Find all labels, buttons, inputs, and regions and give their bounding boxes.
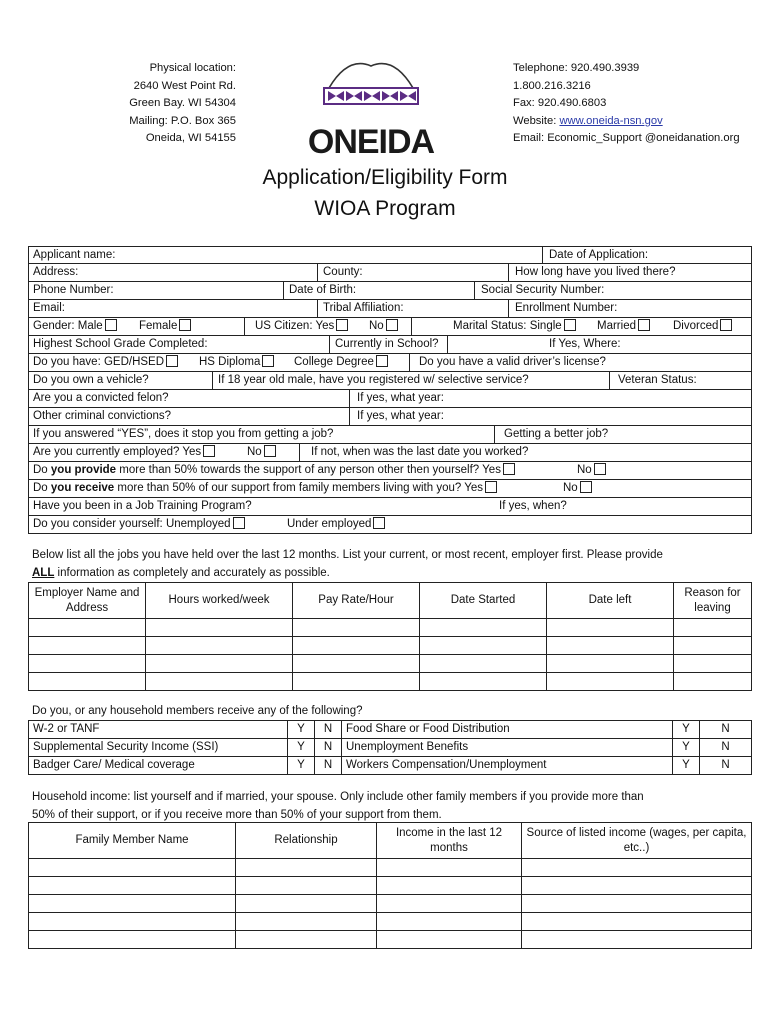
- yes-option[interactable]: Y: [673, 721, 700, 739]
- table-row: [29, 739, 752, 757]
- all-emphasis: ALL: [32, 567, 55, 579]
- logo-wordmark: ONEIDA: [307, 123, 435, 158]
- benefits-table: [28, 720, 752, 775]
- male-checkbox[interactable]: [105, 319, 117, 331]
- tribal-affiliation-field[interactable]: Tribal Affiliation:: [323, 302, 404, 314]
- no-option[interactable]: N: [315, 721, 342, 739]
- form-row: [28, 444, 752, 462]
- table-row[interactable]: [29, 931, 752, 949]
- no-option[interactable]: N: [315, 739, 342, 757]
- job-training-when-field[interactable]: If yes, when?: [499, 500, 567, 512]
- provide-question: more than 50% towards the support of any person other then yourself? Yes: [116, 464, 501, 476]
- female-label: Female: [139, 320, 178, 332]
- employed-no-checkbox[interactable]: [264, 445, 276, 457]
- no-option[interactable]: N: [700, 739, 752, 757]
- other-convictions-field[interactable]: Other criminal convictions?: [33, 410, 172, 422]
- provide-prefix: Do: [33, 464, 51, 476]
- felon-year-field[interactable]: If yes, what year:: [357, 392, 444, 404]
- last-worked-field[interactable]: If not, when was the last date you worked?: [311, 446, 529, 458]
- county-field[interactable]: County:: [323, 266, 363, 278]
- table-header-row: [29, 583, 752, 619]
- form-row: [28, 354, 752, 372]
- form-subtitle: WIOA Program: [314, 197, 456, 220]
- fax: Fax: 920.490.6803: [513, 97, 607, 110]
- college-checkbox[interactable]: [376, 355, 388, 367]
- dob-field[interactable]: Date of Birth:: [289, 284, 357, 296]
- table-row[interactable]: [29, 859, 752, 877]
- married-checkbox[interactable]: [638, 319, 650, 331]
- job-training-field[interactable]: Have you been in a Job Training Program?: [33, 500, 252, 512]
- email-field[interactable]: Email:: [33, 302, 65, 314]
- website-line: [513, 113, 740, 131]
- drivers-license-field[interactable]: Do you have a valid driver’s license?: [419, 356, 606, 368]
- form-row: [28, 480, 752, 498]
- form-row: [28, 462, 752, 480]
- address-line: Physical location:: [149, 62, 236, 74]
- telephone: Telephone: 920.490.3939: [513, 62, 640, 74]
- table-row[interactable]: [29, 895, 752, 913]
- us-citizen-label: US Citizen: Yes: [255, 320, 335, 332]
- table-row[interactable]: [29, 877, 752, 895]
- in-school-field[interactable]: Currently in School?: [335, 338, 439, 350]
- better-job-field[interactable]: Getting a better job?: [504, 428, 609, 440]
- column-header: Date Started: [420, 583, 547, 619]
- contact-block: [513, 60, 740, 148]
- citizen-yes-checkbox[interactable]: [336, 319, 348, 331]
- table-row: [29, 721, 752, 739]
- citizen-no-checkbox[interactable]: [386, 319, 398, 331]
- unemployed-checkbox[interactable]: [233, 517, 245, 529]
- form-row: [28, 300, 752, 318]
- other-year-field[interactable]: If yes, what year:: [357, 410, 444, 422]
- applicant-name-field[interactable]: Applicant name:: [33, 249, 116, 261]
- grade-completed-field[interactable]: Highest School Grade Completed:: [33, 338, 208, 350]
- column-header: Hours worked/week: [146, 583, 293, 619]
- yes-option[interactable]: Y: [673, 757, 700, 775]
- household-intro-line: 50% of their support, or if you receive more than 50% of your support from them.: [32, 809, 442, 821]
- ged-checkbox[interactable]: [166, 355, 178, 367]
- employed-label: Are you currently employed? Yes: [33, 446, 202, 458]
- form-row: [28, 516, 752, 534]
- form-row: [28, 282, 752, 300]
- divorced-checkbox[interactable]: [720, 319, 732, 331]
- benefit-label: Food Share or Food Distribution: [342, 721, 673, 739]
- table-row[interactable]: [29, 619, 752, 637]
- citizen-no-label: No: [369, 320, 384, 332]
- household-intro-line: Household income: list yourself and if married, your spouse. Only include other family members if you provide more than: [32, 791, 644, 803]
- form-row: [28, 264, 752, 282]
- marital-status-label: Marital Status: Single: [453, 320, 562, 332]
- column-header: Income in the last 12 months: [377, 823, 522, 859]
- benefits-intro: Do you, or any household members receive any of the following?: [32, 705, 363, 717]
- address-line: Mailing: P.O. Box 365: [129, 114, 236, 127]
- form-row: [28, 246, 752, 264]
- no-option[interactable]: N: [315, 757, 342, 775]
- no-option[interactable]: N: [700, 721, 752, 739]
- form-title: Application/Eligibility Form: [262, 166, 508, 189]
- yes-option[interactable]: Y: [288, 739, 315, 757]
- jobs-instructions: [32, 546, 742, 582]
- form-row: [28, 426, 752, 444]
- felon-field[interactable]: Are you a convicted felon?: [33, 392, 169, 404]
- form-row: [28, 318, 752, 336]
- benefit-label: Badger Care/ Medical coverage: [29, 757, 288, 775]
- yes-option[interactable]: Y: [288, 721, 315, 739]
- household-table: [28, 822, 752, 949]
- column-header: Relationship: [236, 823, 377, 859]
- provide-bold: you provide: [50, 464, 117, 476]
- form-row: [28, 408, 752, 426]
- stop-job-field[interactable]: If you answered “YES”, does it stop you from getting a job?: [33, 428, 334, 440]
- address-line: Green Bay. WI 54304: [129, 97, 236, 110]
- unemployed-label: Do you consider yourself: Unemployed: [33, 518, 231, 530]
- vehicle-field[interactable]: Do you own a vehicle?: [33, 374, 149, 386]
- employed-no-label: No: [247, 446, 262, 458]
- physical-address-block: [60, 60, 236, 148]
- benefit-label: W-2 or TANF: [29, 721, 288, 739]
- divorced-label: Divorced: [673, 320, 719, 332]
- female-checkbox[interactable]: [179, 319, 191, 331]
- under-employed-checkbox[interactable]: [373, 517, 385, 529]
- address-line: 2640 West Point Rd.: [133, 79, 236, 92]
- gender-male-label: Gender: Male: [33, 320, 103, 332]
- jobs-intro-line: [32, 564, 742, 582]
- table-row[interactable]: [29, 637, 752, 655]
- hs-diploma-checkbox[interactable]: [262, 355, 274, 367]
- single-checkbox[interactable]: [564, 319, 576, 331]
- receive-no-checkbox[interactable]: [580, 481, 592, 493]
- receive-question: more than 50% of our support from family members living with you? Yes: [114, 482, 484, 494]
- table-row[interactable]: [29, 655, 752, 673]
- yes-option[interactable]: Y: [288, 757, 315, 775]
- enrollment-number-field[interactable]: Enrollment Number:: [515, 302, 618, 314]
- provide-no-label: No: [577, 464, 592, 476]
- selective-service-field[interactable]: If 18 year old male, have you registered w/ selective service?: [218, 374, 529, 386]
- receive-no-label: No: [563, 482, 578, 494]
- no-option[interactable]: N: [700, 757, 752, 775]
- column-header: Reason for leaving: [674, 583, 752, 619]
- married-label: Married: [597, 320, 636, 332]
- under-employed-label: Under employed: [287, 518, 372, 530]
- table-row: [29, 757, 752, 775]
- ged-label: Do you have: GED/HSED: [33, 356, 165, 368]
- jobs-intro-line: Below list all the jobs you have held over the last 12 months. List your current, or most recent, employer first. Please provide: [32, 549, 663, 561]
- form-row: [28, 390, 752, 408]
- email: Email: Economic_Support @oneidanation.org: [513, 132, 740, 145]
- table-row[interactable]: [29, 673, 752, 691]
- provide-yes-checkbox[interactable]: [503, 463, 515, 475]
- household-instructions: [32, 788, 742, 824]
- receive-yes-checkbox[interactable]: [485, 481, 497, 493]
- website-link[interactable]: www.oneida-nsn.gov: [559, 114, 663, 127]
- form-row: [28, 372, 752, 390]
- school-where-field[interactable]: If Yes, Where:: [549, 338, 621, 350]
- receive-prefix: Do: [33, 482, 51, 494]
- column-header: Employer Name and Address: [29, 583, 146, 619]
- hs-diploma-label: HS Diploma: [199, 356, 261, 368]
- how-long-field[interactable]: How long have you lived there?: [515, 266, 676, 278]
- table-header-row: [29, 823, 752, 859]
- column-header: Source of listed income (wages, per capita, etc..): [522, 823, 752, 859]
- column-header: Pay Rate/Hour: [293, 583, 420, 619]
- college-label: College Degree: [294, 356, 374, 368]
- employed-yes-checkbox[interactable]: [203, 445, 215, 457]
- jobs-intro-tail: information as completely and accurately as possible.: [54, 567, 330, 579]
- benefit-label: Unemployment Benefits: [342, 739, 673, 757]
- jobs-table: [28, 582, 752, 691]
- toll-free-phone: 1.800.216.3216: [513, 79, 591, 92]
- benefit-label: Workers Compensation/Unemployment: [342, 757, 673, 775]
- veteran-status-field[interactable]: Veteran Status:: [618, 374, 697, 386]
- website-label: Website:: [513, 114, 560, 127]
- phone-field[interactable]: Phone Number:: [33, 284, 114, 296]
- column-header: Family Member Name: [29, 823, 236, 859]
- form-row: [28, 498, 752, 516]
- yes-option[interactable]: Y: [673, 739, 700, 757]
- address-field[interactable]: Address:: [33, 266, 79, 278]
- address-line: Oneida, WI 54155: [145, 132, 236, 145]
- ssn-field[interactable]: Social Security Number:: [481, 284, 605, 296]
- table-row[interactable]: [29, 913, 752, 931]
- receive-bold: you receive: [50, 482, 115, 494]
- column-header: Date left: [547, 583, 674, 619]
- oneida-logo: [296, 58, 446, 158]
- provide-no-checkbox[interactable]: [594, 463, 606, 475]
- date-of-application-field[interactable]: Date of Application:: [549, 249, 649, 261]
- benefit-label: Supplemental Security Income (SSI): [29, 739, 288, 757]
- form-row: [28, 336, 752, 354]
